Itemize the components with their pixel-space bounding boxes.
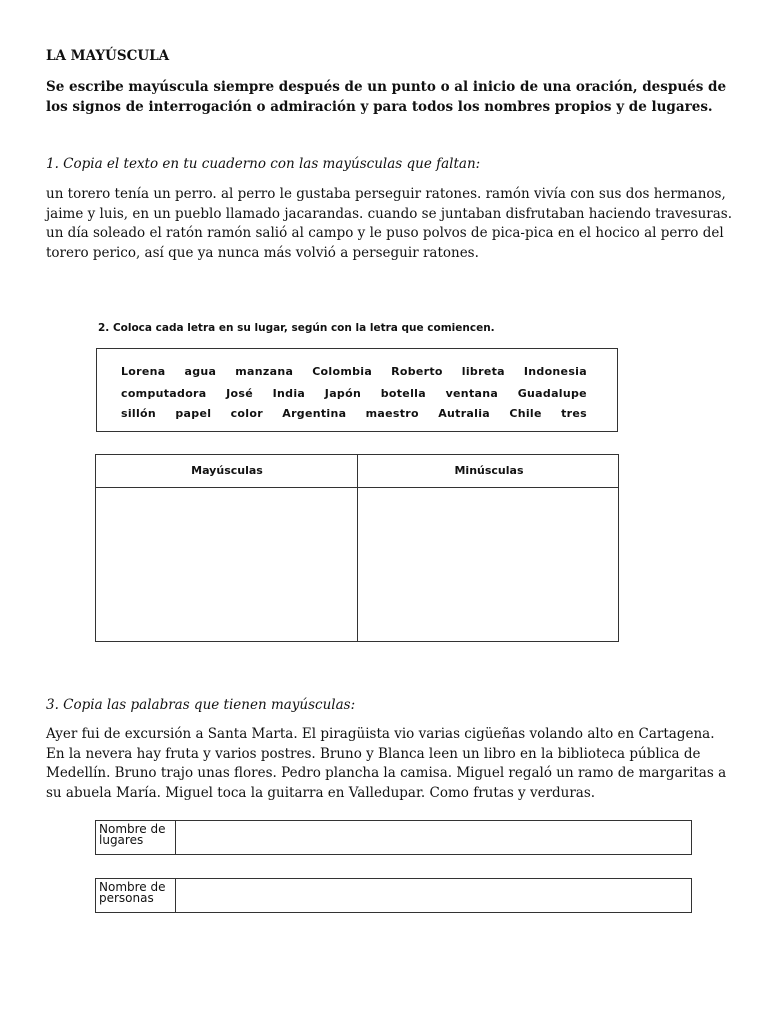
word-item: Guadalupe xyxy=(517,387,587,400)
word-item: color xyxy=(230,407,263,420)
word-item: agua xyxy=(184,365,217,378)
persons-answer-box xyxy=(95,878,692,913)
exercise-3-text: Ayer fui de excursión a Santa Marta. El piragüista vio varias cigüeñas volando alto en Cartagena. En la nevera hay fruta y varios postres. Bruno y Blanca leen un libro en la biblioteca pública de Medellín. Bruno trajo unas flores. Pedro plancha la camisa. Miguel regaló un ramo de margaritas a su abuela María. Miguel toca la guitarra en Valledupar. Como frutas y verduras. xyxy=(46,726,727,801)
places-label xyxy=(96,821,176,854)
word-item: sillón xyxy=(121,407,157,420)
word-item: José xyxy=(226,387,254,400)
persons-label-line: Nombre de xyxy=(99,880,166,894)
places-label-line: lugares xyxy=(99,833,144,847)
word-item: ventana xyxy=(445,387,499,400)
minusculas-answer-cell[interactable] xyxy=(359,489,618,641)
places-label-line: Nombre de xyxy=(99,822,166,836)
word-item: computadora xyxy=(121,387,207,400)
persons-label-line: personas xyxy=(99,891,154,905)
word-item: Roberto xyxy=(391,365,443,378)
word-item: tres xyxy=(561,407,587,420)
word-item: maestro xyxy=(365,407,419,420)
word-bank xyxy=(96,348,618,432)
column-header-mayusculas: Mayúsculas xyxy=(191,464,263,477)
word-item: botella xyxy=(380,387,426,400)
classification-table xyxy=(95,454,619,642)
word-item: papel xyxy=(175,407,212,420)
table-divider xyxy=(357,455,358,641)
exercise-2-heading: 2. Coloca cada letra en su lugar, según con la letra que comiencen. xyxy=(98,322,495,334)
word-item: Chile xyxy=(509,407,542,420)
places-answer-field[interactable] xyxy=(177,821,691,854)
exercise-1-heading: 1. Copia el texto en tu cuaderno con las mayúsculas que faltan: xyxy=(46,156,481,172)
exercise-3-heading: 3. Copia las palabras que tienen mayúsculas: xyxy=(46,697,356,713)
word-item: Colombia xyxy=(312,365,373,378)
word-bank-row xyxy=(121,387,587,400)
word-item: Argentina xyxy=(282,407,347,420)
word-item: India xyxy=(272,387,306,400)
word-item: Indonesia xyxy=(523,365,587,378)
word-bank-row xyxy=(121,365,587,378)
mayusculas-answer-cell[interactable] xyxy=(96,489,356,641)
word-item: libreta xyxy=(461,365,505,378)
page-title: LA MAYÚSCULA xyxy=(46,48,170,64)
word-item: Japón xyxy=(324,387,362,400)
places-answer-box xyxy=(95,820,692,855)
word-bank-row xyxy=(121,407,587,420)
word-item: Autralia xyxy=(438,407,491,420)
column-header-minusculas: Minúsculas xyxy=(454,464,524,477)
persons-answer-field[interactable] xyxy=(177,879,691,912)
rule-statement: Se escribe mayúscula siempre después de un punto o al inicio de una oración, después de los signos de interrogación o admiración y para todos los nombres propios y de lugares. xyxy=(46,79,727,115)
word-item: manzana xyxy=(235,365,294,378)
word-item: Lorena xyxy=(121,365,166,378)
exercise-1-text: un torero tenía un perro. al perro le gustaba perseguir ratones. ramón vivía con sus dos hermanos, jaime y luis, en un pueblo llamado jacarandas. cuando se juntaban disfrutaban haciendo travesuras. un día soleado el ratón ramón salió al campo y le puso polvos de pica-pica en el hocico al perro del torero perico, así que ya nunca más volvió a perseguir ratones. xyxy=(46,186,733,261)
table-divider xyxy=(96,487,618,488)
persons-label xyxy=(96,879,176,912)
